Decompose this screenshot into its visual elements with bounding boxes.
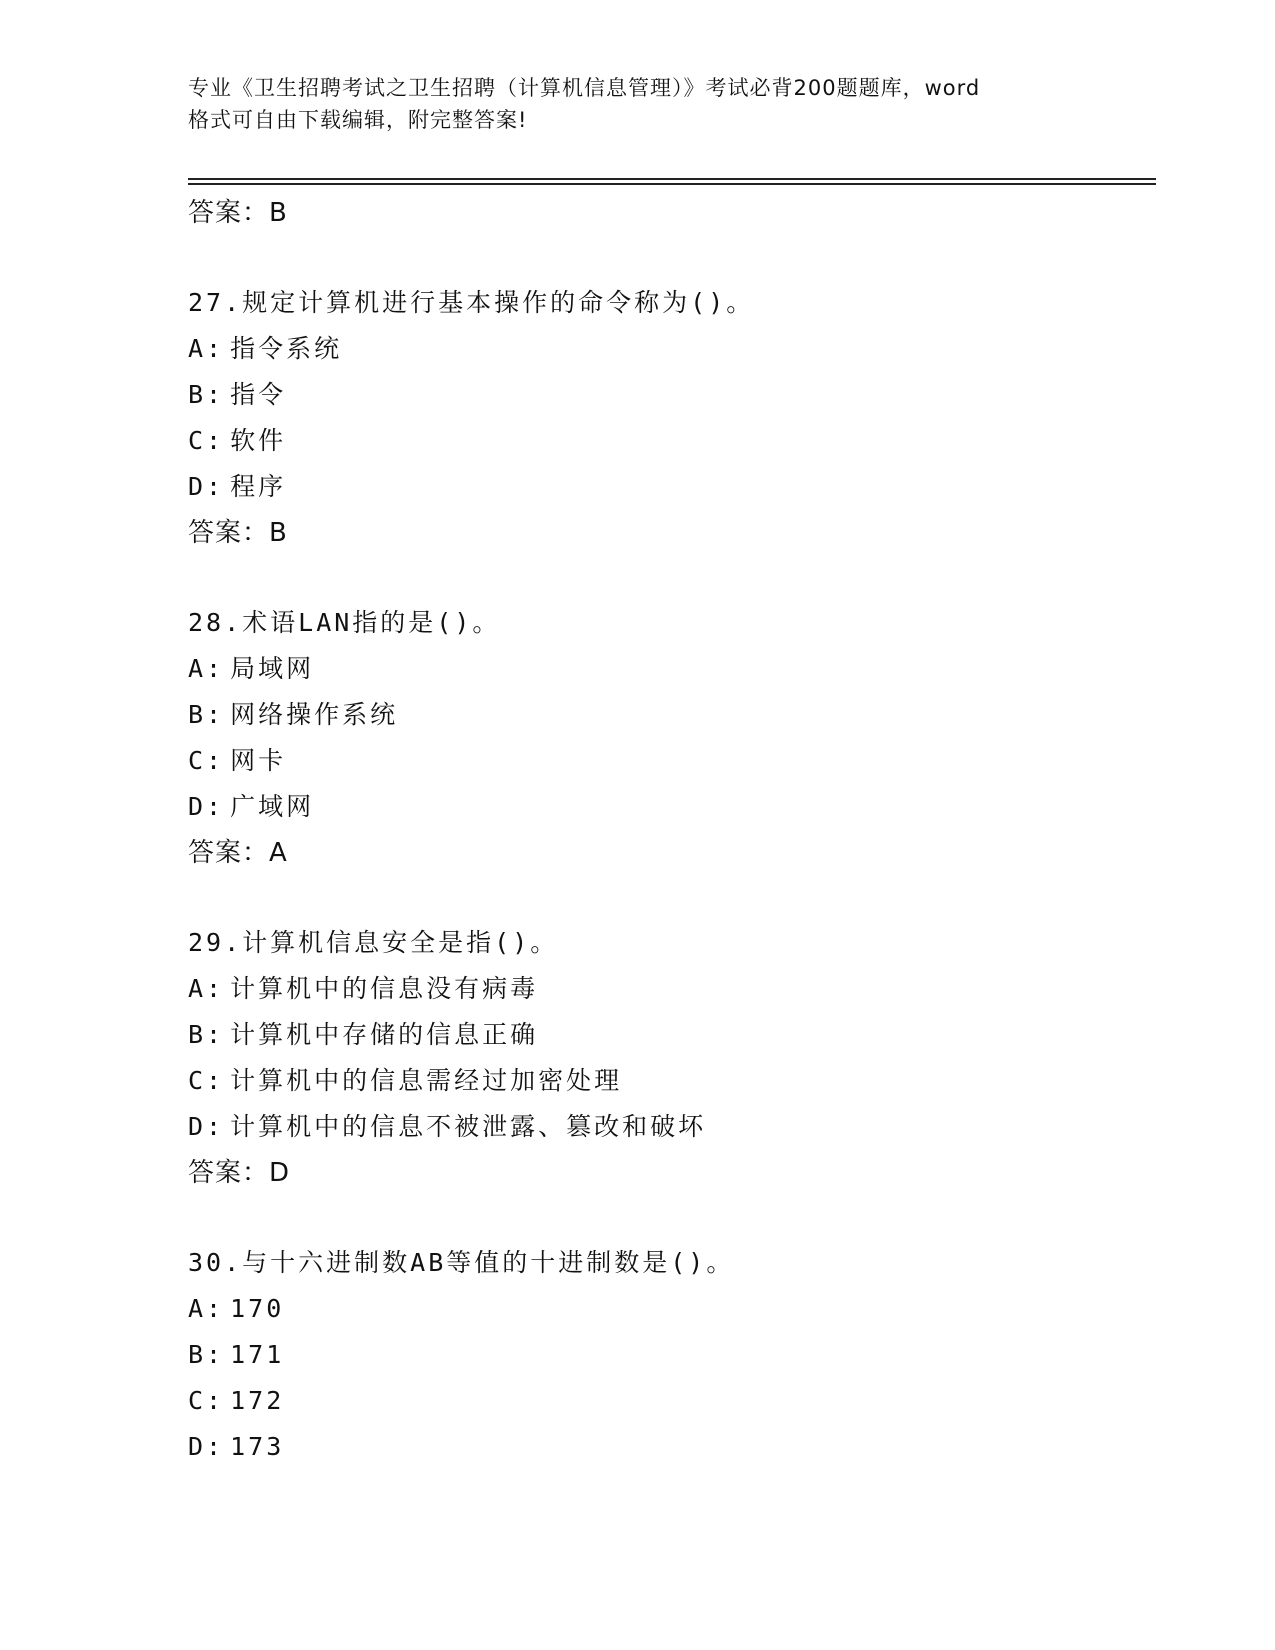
option-text: 170 [230, 1294, 285, 1323]
option-letter: B: [188, 1340, 225, 1369]
question-title: 30.与十六进制数AB等值的十进制数是()。 [188, 1248, 735, 1277]
option-text: 软件 [230, 426, 287, 455]
question-title: 29.计算机信息安全是指()。 [188, 928, 559, 957]
header-divider-bottom [188, 183, 1156, 185]
option-c [188, 1378, 1156, 1424]
header-line-1: 专业《卫生招聘考试之卫生招聘（计算机信息管理）》考试必背200题题库，word [188, 76, 981, 100]
document-content [188, 190, 1156, 1470]
option-a [188, 1286, 1156, 1332]
option-b [188, 1012, 1156, 1058]
option-text: 计算机中的信息不被泄露、篡改和破坏 [230, 1112, 707, 1141]
option-text: 计算机中的信息没有病毒 [230, 974, 539, 1003]
option-text: 网络操作系统 [230, 700, 399, 729]
answer-27: 答案：B [188, 518, 288, 548]
option-b [188, 1332, 1156, 1378]
question-27 [188, 280, 1156, 556]
option-text: 173 [230, 1432, 285, 1461]
option-d [188, 464, 1156, 510]
option-text: 指令 [230, 380, 287, 409]
option-d [188, 1424, 1156, 1470]
option-c [188, 1058, 1156, 1104]
option-a [188, 326, 1156, 372]
option-text: 广域网 [230, 792, 315, 821]
question-30 [188, 1240, 1156, 1470]
option-a [188, 646, 1156, 692]
answer-29: 答案：D [188, 1158, 291, 1188]
option-letter: D: [188, 472, 225, 501]
option-text: 网卡 [230, 746, 287, 775]
option-letter: D: [188, 1432, 225, 1461]
option-letter: A: [188, 1294, 225, 1323]
answer-28: 答案：A [188, 838, 288, 868]
option-text: 172 [230, 1386, 285, 1415]
document-header [188, 72, 1088, 136]
option-text: 指令系统 [230, 334, 343, 363]
answer-previous: 答案：B [188, 198, 288, 228]
option-text: 局域网 [230, 654, 315, 683]
question-29 [188, 920, 1156, 1196]
option-letter: C: [188, 1386, 225, 1415]
option-c [188, 418, 1156, 464]
option-letter: A: [188, 334, 225, 363]
option-d [188, 784, 1156, 830]
option-letter: D: [188, 1112, 225, 1141]
question-title: 27.规定计算机进行基本操作的命令称为()。 [188, 288, 755, 317]
header-line-2: 格式可自由下载编辑，附完整答案! [188, 108, 528, 132]
option-d [188, 1104, 1156, 1150]
question-title: 28.术语LAN指的是()。 [188, 608, 501, 637]
option-letter: C: [188, 1066, 225, 1095]
option-b [188, 372, 1156, 418]
option-text: 计算机中的信息需经过加密处理 [230, 1066, 623, 1095]
option-letter: C: [188, 746, 225, 775]
option-letter: D: [188, 792, 225, 821]
option-text: 程序 [230, 472, 287, 501]
option-letter: B: [188, 1020, 225, 1049]
option-letter: C: [188, 426, 225, 455]
option-text: 171 [230, 1340, 285, 1369]
option-c [188, 738, 1156, 784]
header-divider-top [188, 178, 1156, 180]
option-text: 计算机中存储的信息正确 [230, 1020, 539, 1049]
question-28 [188, 600, 1156, 876]
option-letter: A: [188, 974, 225, 1003]
option-letter: B: [188, 700, 225, 729]
option-letter: A: [188, 654, 225, 683]
option-b [188, 692, 1156, 738]
option-letter: B: [188, 380, 225, 409]
option-a [188, 966, 1156, 1012]
